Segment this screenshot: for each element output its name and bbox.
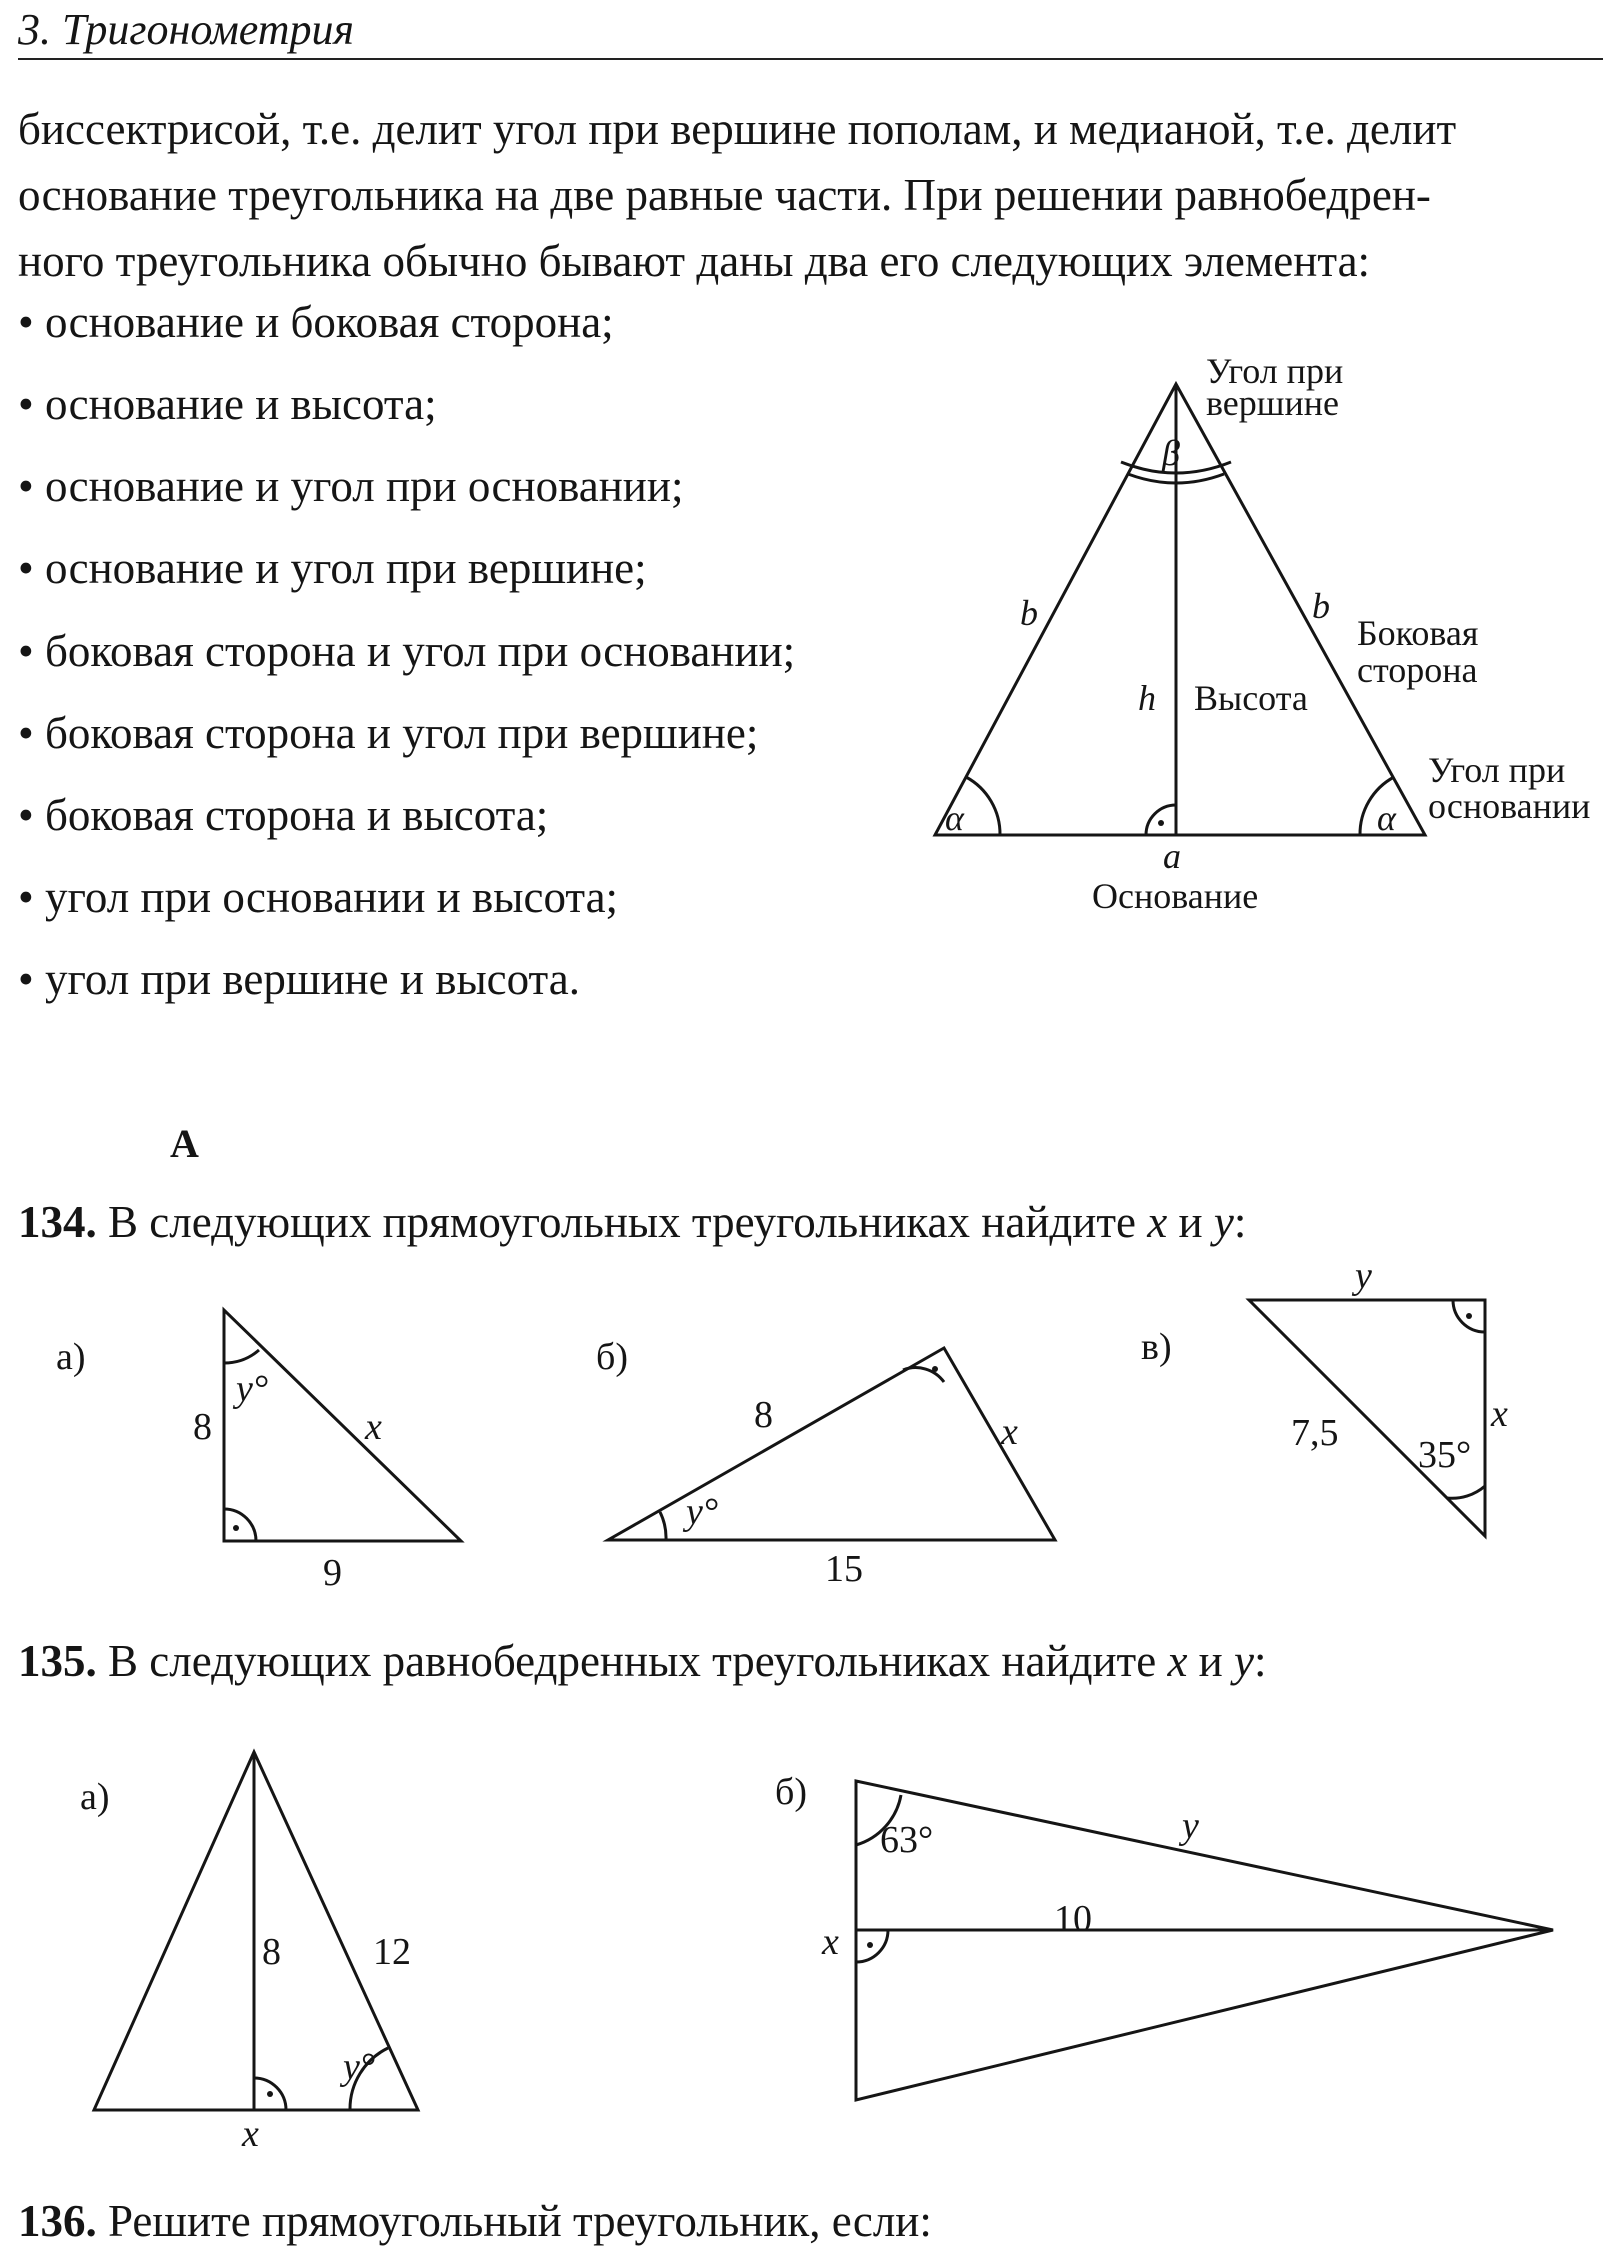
bullet-item: • угол при вершине и высота. <box>18 954 580 1004</box>
side-label: y <box>1182 1805 1199 1847</box>
side-label: 8 <box>754 1394 773 1436</box>
main-triangle <box>935 384 1425 835</box>
angle-label: y° <box>686 1491 719 1533</box>
bullet-item: • угол при основании и высота; <box>18 872 619 922</box>
angle-label: 63° <box>880 1819 934 1861</box>
apex-label: Угол при <box>1206 351 1344 391</box>
bullet-item: • боковая сторона и высота; <box>18 790 549 840</box>
problem-136-statement: 136. Решите прямоугольный треугольник, если: <box>18 2196 932 2246</box>
apex-label: вершине <box>1206 383 1339 423</box>
base-angle-arc-left <box>966 777 1000 835</box>
right-angle-dot <box>1466 1313 1472 1319</box>
section-letter: А <box>170 1121 199 1166</box>
subfigure-tag: б) <box>775 1771 807 1813</box>
bullet-item: • основание и высота; <box>18 379 437 429</box>
right-angle-dot <box>233 1525 239 1531</box>
bullet-item: • основание и боковая сторона; <box>18 297 614 347</box>
bullet-item: • основание и угол при вершине; <box>18 543 647 593</box>
base-label: 15 <box>825 1548 863 1590</box>
triangle-135b <box>856 1781 1553 2100</box>
subfigure-tag: в) <box>1141 1326 1172 1368</box>
problem-135-statement: 135. В следующих равнобедренных треугольниках найдите x и y: <box>18 1636 1267 1686</box>
triangle-134b <box>608 1348 1055 1540</box>
problem-134-statement: 134. В следующих прямоугольных треугольниках найдите x и y: <box>18 1197 1247 1247</box>
side-b-left-label: b <box>1020 593 1038 633</box>
subfigure-tag: б) <box>596 1336 628 1378</box>
angle-label: 35° <box>1418 1434 1472 1476</box>
problem-number: 135. <box>18 1636 97 1686</box>
height-label: 10 <box>1054 1898 1092 1940</box>
problem-number: 134. <box>18 1197 97 1247</box>
angle-label: y° <box>236 1368 269 1410</box>
bullet-item: • боковая сторона и угол при основании; <box>18 626 796 676</box>
side-label: 8 <box>193 1406 212 1448</box>
alpha-right-label: α <box>1377 798 1396 838</box>
height-var-label: h <box>1138 678 1156 718</box>
intro-line: ного треугольника обычно бывают даны два его следующих элемента: <box>18 236 1371 286</box>
right-angle-dot <box>932 1366 938 1372</box>
side-label: 12 <box>373 1931 411 1973</box>
base-label: Основание <box>1092 876 1259 916</box>
alpha-left-label: α <box>945 798 964 838</box>
intro-line: биссектрисой, т.е. делит угол при вершине пополам, и медианой, т.е. делит <box>18 104 1457 154</box>
triangle-134c <box>1249 1300 1485 1536</box>
intro-line: основание треугольника на две равные части. При решении равнобедрен- <box>18 170 1431 220</box>
problem-number: 136. <box>18 2196 97 2246</box>
leg-label: x <box>1491 1393 1508 1435</box>
height-label: Высота <box>1194 678 1308 718</box>
right-angle-dot <box>1158 820 1164 826</box>
half-base-label: x <box>242 2113 259 2155</box>
top-label: y <box>1355 1255 1372 1297</box>
height-label: 8 <box>262 1931 281 1973</box>
side-b-right-label: b <box>1312 586 1330 626</box>
bullet-item: • основание и угол при основании; <box>18 461 684 511</box>
half-base-label: x <box>822 1921 839 1963</box>
leg-label: x <box>1001 1411 1018 1453</box>
hypotenuse-label: x <box>365 1406 382 1448</box>
subfigure-tag: а) <box>80 1776 110 1818</box>
base-var-label: a <box>1163 836 1181 876</box>
running-header: 3. Тригонометрия <box>18 5 354 54</box>
triangle-134a <box>224 1310 461 1541</box>
right-angle-dot <box>267 2091 273 2097</box>
subfigure-tag: а) <box>56 1336 86 1378</box>
side-label: сторона <box>1357 650 1478 690</box>
base-label: 9 <box>323 1552 342 1594</box>
base-angle-label: Угол при <box>1428 750 1566 790</box>
hypotenuse-label: 7,5 <box>1291 1412 1339 1454</box>
angle-label: y° <box>343 2046 376 2088</box>
right-angle-dot <box>867 1942 873 1948</box>
side-label: Боковая <box>1357 613 1479 653</box>
beta-label: β <box>1162 433 1180 473</box>
bullet-item: • боковая сторона и угол при вершине; <box>18 708 759 758</box>
base-angle-label: основании <box>1428 786 1591 826</box>
